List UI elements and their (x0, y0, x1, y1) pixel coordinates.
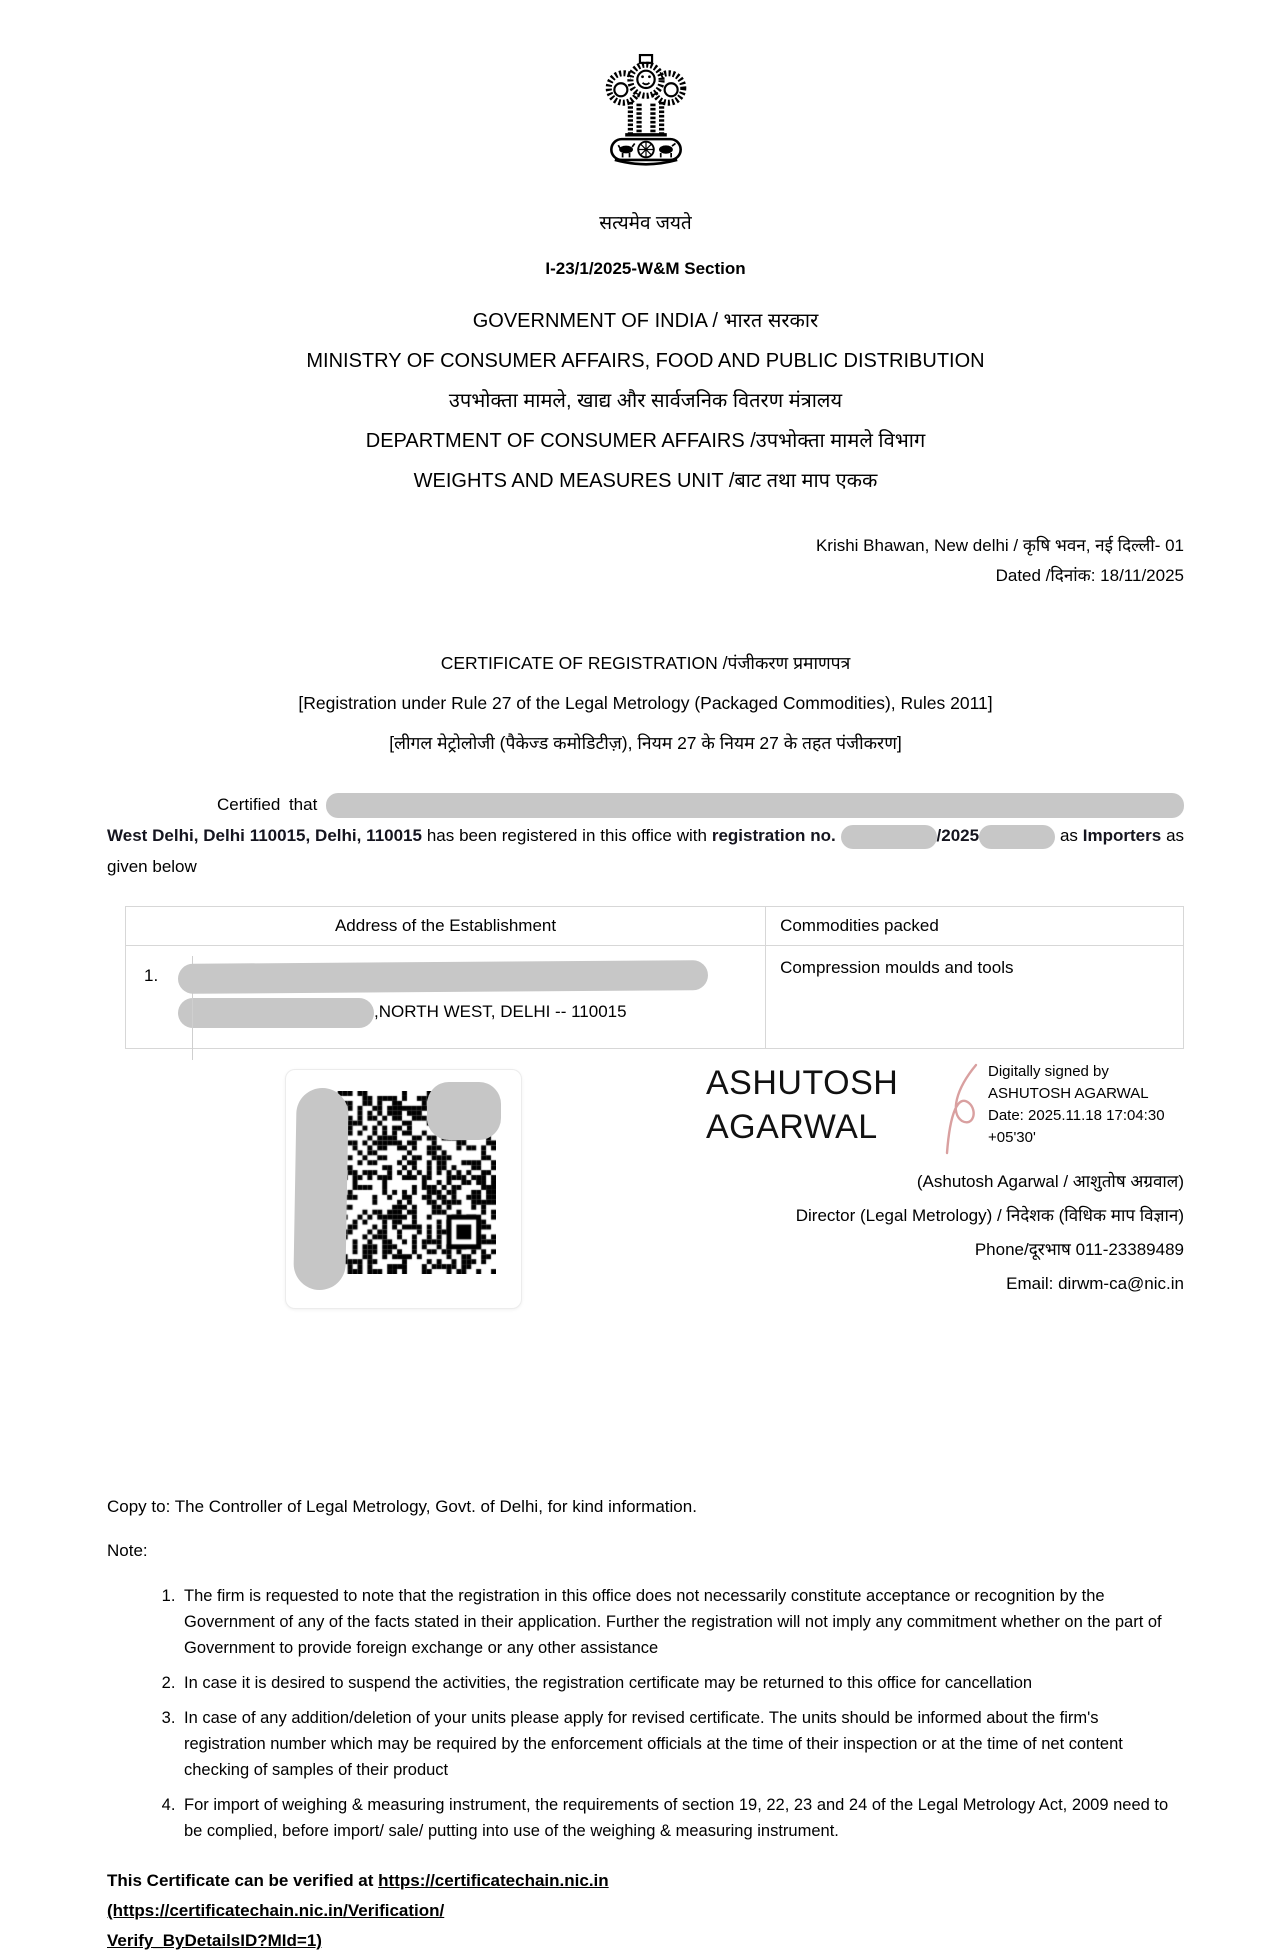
note-label: Note: (107, 1541, 148, 1560)
signature-section (107, 1061, 1184, 1401)
given-below-text: as given below (107, 826, 1185, 876)
as-text: as (1059, 826, 1078, 845)
address-line-1 (144, 958, 759, 994)
note-item: 4. For import of weighing & measuring instrument, the requirements of section 19, 22, 23 and 24 of the Legal Metrology Act, 2009 need to be complied, before import/ sale/ putting into use of the weighing & measuring instrument. (180, 1792, 1184, 1844)
column-header-commodities: Commodities packed (766, 907, 1184, 946)
certificate-subtitle-en: [Registration under Rule 27 of the Legal Metrology (Packaged Commodities), Rules 2011] (298, 693, 993, 713)
signatory-name: (Ashutosh Agarwal / आशुतोष अग्रवाल) (916, 1172, 1184, 1191)
verification-link-continued[interactable]: Verify_ByDetailsID?MId=1) (107, 1931, 322, 1950)
certificate-title-block (107, 643, 1184, 763)
redacted-address-2 (178, 998, 374, 1028)
address-visible-text: ,NORTH WEST, DELHI -- 110015 (374, 1002, 627, 1021)
date-line: Dated /दिनांक: 18/11/2025 (995, 566, 1184, 585)
signatory-phone: Phone/दूरभाष 011-23389489 (974, 1240, 1184, 1259)
qr-code-card (285, 1069, 522, 1309)
redacted-firm-name (326, 793, 1184, 818)
signatory-designation: Director (Legal Metrology) / निदेशक (विधिक माप विज्ञान) (795, 1206, 1184, 1225)
redacted-qr-left (293, 1088, 349, 1291)
registration-no-visible: /2025 (936, 826, 980, 845)
digital-signature-name: ASHUTOSH AGARWAL (706, 1064, 899, 1146)
redacted-qr-top-right (427, 1082, 501, 1140)
office-address-block (107, 531, 1184, 591)
government-header (107, 301, 1184, 501)
verification-link[interactable]: https://certificatechain.nic.in (https://certificatechain.nic.in/Verification/ (107, 1871, 609, 1920)
verification-line (107, 1866, 937, 1956)
certified-paragraph (107, 789, 1184, 882)
signatory-email: Email: dirwm-ca@nic.in (1006, 1274, 1184, 1293)
table-row (126, 946, 1184, 1049)
signatory-lines (564, 1165, 1184, 1301)
header-line-ministry: MINISTRY OF CONSUMER AFFAIRS, FOOD AND PUBLIC DISTRIBUTION (306, 350, 985, 372)
header-line-ministry-hindi: उपभोक्ता मामले, खाद्य और सार्वजनिक वितरण मंत्रालय (448, 390, 843, 412)
file-number: I-23/1/2025-W&M Section (545, 259, 746, 278)
header-line-government: GOVERNMENT OF INDIA / भारत सरकार (472, 310, 819, 332)
digital-signature-meta: Digitally signed by ASHUTOSH AGARWAL Date: 2025.11.18 17:04:30 +05'30' (988, 1063, 1165, 1146)
note-item: 2. In case it is desired to suspend the activities, the registration certificate may be returned to this office for cancellation (180, 1670, 1184, 1696)
redacted-registration-prefix (841, 825, 937, 849)
notes-list (107, 1583, 1184, 1844)
header-line-unit: WEIGHTS AND MEASURES UNIT /बाट तथा माप एकक (413, 470, 878, 492)
note-item: 1. The firm is requested to note that the registration in this office does not necessarily constitute acceptance or recognition by the Government of any of the facts stated in their application. Further the registration will not imply any commitment whether on the part of Government to provide foreign exchange or any other assistance (180, 1583, 1184, 1661)
verification-prefix: This Certificate can be verified at (107, 1871, 379, 1890)
table-header-row (126, 907, 1184, 946)
registration-no-label: registration no. (711, 826, 836, 845)
note-item: 3. In case of any addition/deletion of your units please apply for revised certificate. The units should be informed about the firm's registration number which may be required by the enforcement officials at the time of their inspection or at the time of net content checking of samples of their product (180, 1705, 1184, 1783)
certificate-title: CERTIFICATE OF REGISTRATION /पंजीकरण प्रमाणपत्र (440, 653, 851, 673)
signature-swoosh-icon (942, 1061, 984, 1157)
column-header-address: Address of the Establishment (126, 907, 766, 946)
row-index: 1. (144, 966, 159, 985)
office-address-line: Krishi Bhawan, New delhi / कृषि भवन, नई दिल्ली- 01 (815, 536, 1184, 555)
address-cell (126, 946, 766, 1049)
signature-right-column (564, 1061, 1184, 1301)
redacted-registration-suffix (979, 825, 1055, 849)
address-line-2 (144, 994, 759, 1030)
importers-bold: Importers (1082, 826, 1162, 845)
establishment-table (125, 906, 1184, 1049)
copy-to-line: Copy to: The Controller of Legal Metrology, Govt. of Delhi, for kind information. (107, 1497, 697, 1516)
india-national-emblem-icon (594, 189, 698, 206)
commodities-cell: Compression moulds and tools (766, 946, 1184, 1049)
emblem-block (107, 0, 1184, 235)
firm-address-bold: West Delhi, Delhi 110015, Delhi, 110015 (107, 826, 422, 845)
redacted-address-1 (178, 960, 708, 994)
registered-text: has been registered in this office with (426, 826, 707, 845)
digital-signature-row (564, 1061, 1184, 1157)
header-line-department: DEPARTMENT OF CONSUMER AFFAIRS /उपभोक्ता मामले विभाग (365, 430, 926, 452)
certified-prefix: Certified that (217, 795, 318, 814)
certificate-subtitle-hi: [लीगल मेट्रोलोजी (पैकेज्ड कमोडिटीज़), नियम 27 के नियम 27 के तहत पंजीकरण] (389, 733, 902, 753)
emblem-caption: सत्यमेव जयते (599, 213, 692, 234)
